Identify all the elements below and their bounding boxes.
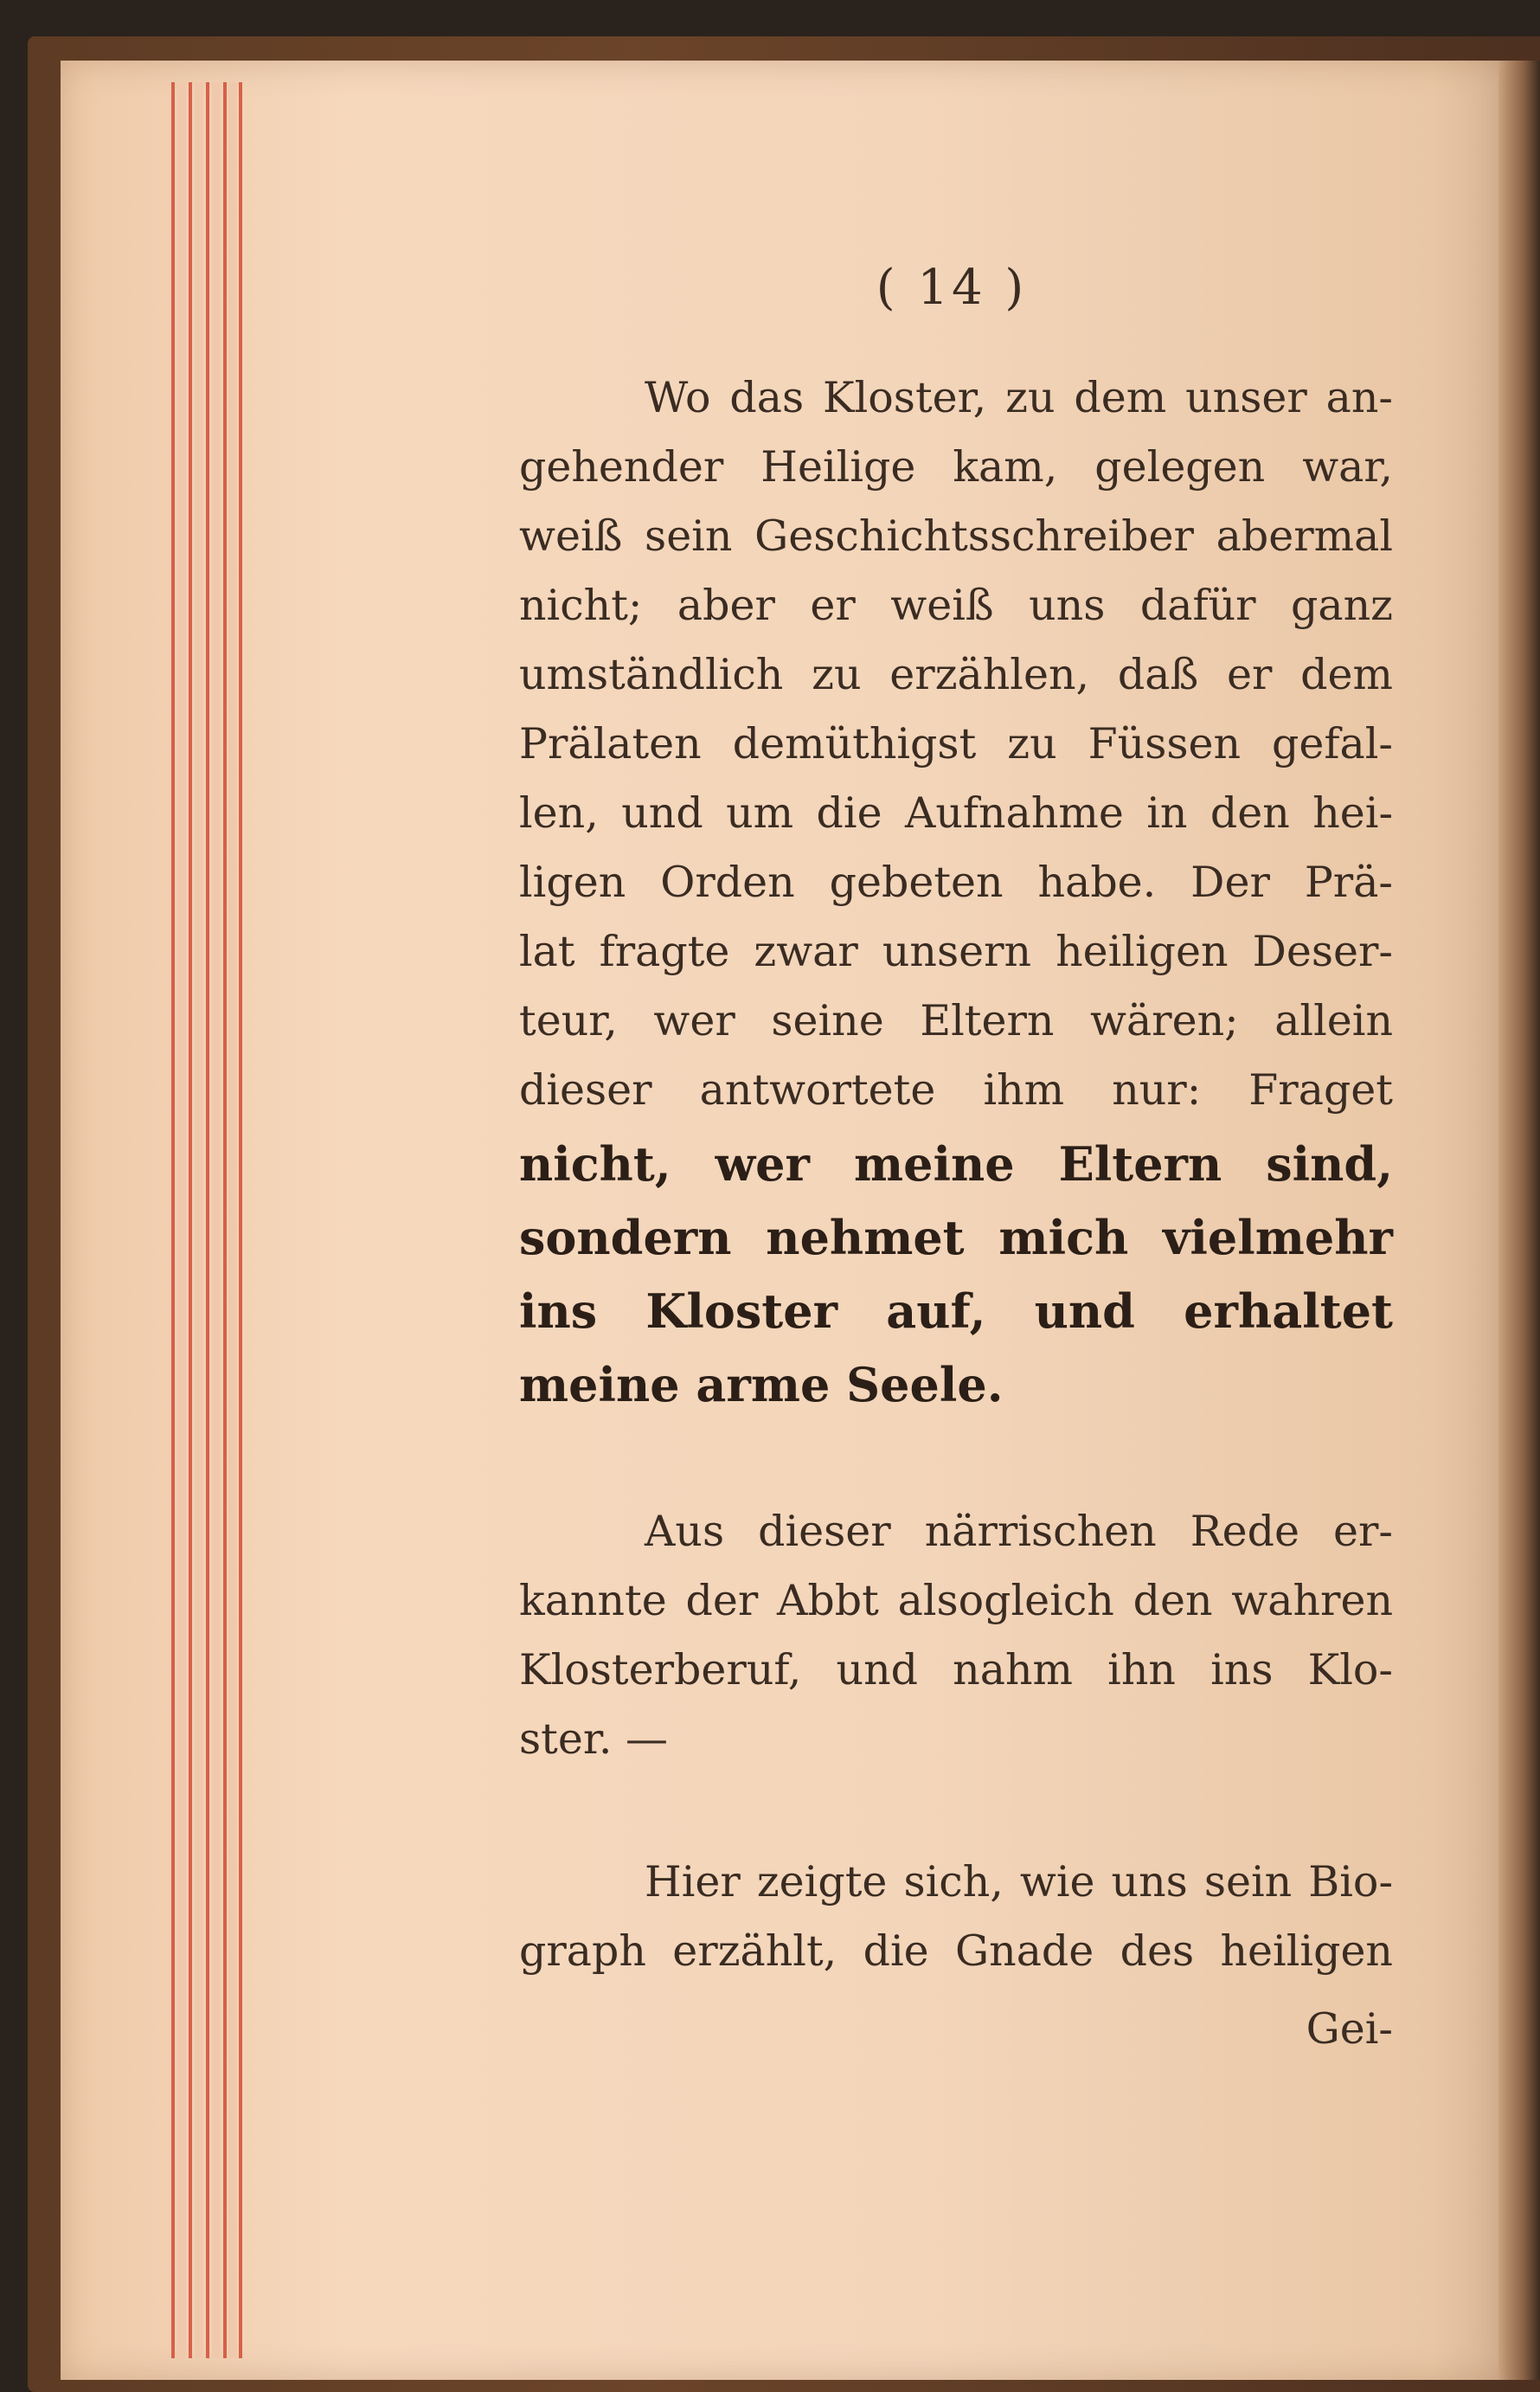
text-line: ligen Orden gebeten habe. Der Prä- [519,858,1393,907]
text-line: Hier zeigte sich, wie uns sein Bio- [645,1857,1393,1907]
text-line: len, und um die Aufnahme in den hei- [519,788,1393,838]
page-edge [212,82,221,2358]
text-line: Prälaten demüthigst zu Füssen gefal- [519,719,1393,768]
text-line: umständlich zu erzählen, daß er dem [519,650,1393,699]
emphasized-text-line: ins Kloster auf, und erhaltet [519,1283,1393,1339]
page-gutter [1498,61,1540,2380]
page-edge [195,82,203,2358]
emphasized-text-line: meine arme Seele. [519,1357,1004,1412]
text-line: Klosterberuf, und nahm ihn ins Klo- [519,1645,1393,1694]
red-page-edge [171,82,175,2358]
emphasized-text-line: nicht, wer meine Eltern sind, [519,1136,1393,1192]
text-line: lat fragte zwar unsern heiligen Deser- [519,927,1393,976]
catchword: Gei- [1306,2004,1393,2054]
red-page-edge [223,82,227,2358]
text-line: gehender Heilige kam, gelegen war, [519,442,1393,492]
page-edge [228,82,237,2358]
page-edge [177,82,186,2358]
text-line: Wo das Kloster, zu dem unser an- [645,373,1393,422]
text-line: Aus dieser närrischen Rede er- [645,1507,1393,1556]
page-number: ( 14 ) [876,260,1028,316]
text-line: dieser antwortete ihm nur: Fraget [519,1065,1393,1115]
emphasized-text-line: sondern nehmet mich vielmehr [519,1210,1393,1265]
text-line: ster. — [519,1714,669,1764]
text-line: graph erzählt, die Gnade des heiligen [519,1926,1393,1976]
text-line: teur, wer seine Eltern wären; allein [519,996,1393,1045]
text-line: nicht; aber er weiß uns dafür ganz [519,581,1393,630]
red-page-edge [189,82,192,2358]
text-line: kannte der Abbt alsogleich den wahren [519,1576,1393,1625]
red-page-edge [239,82,242,2358]
text-line: weiß sein Geschichtsschreiber abermal [519,511,1393,561]
red-page-edge [206,82,209,2358]
